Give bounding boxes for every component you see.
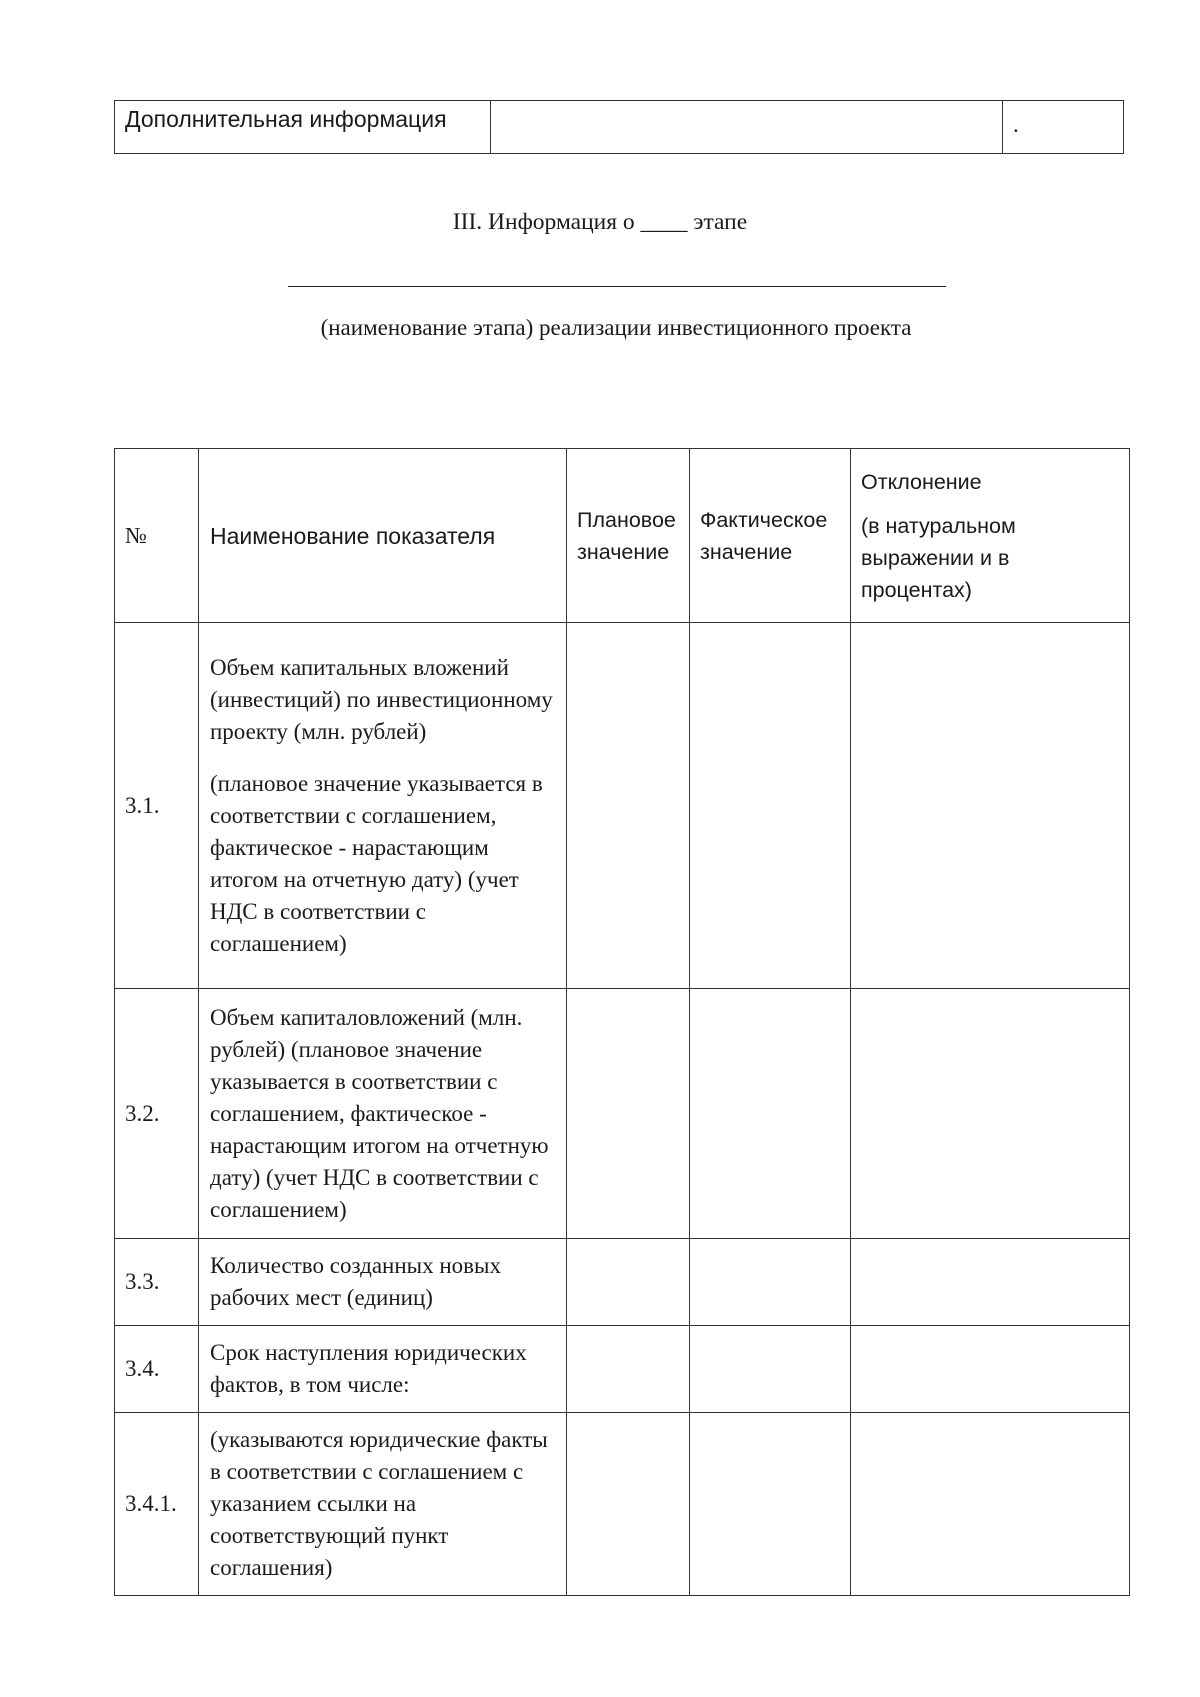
header-number-cell [115, 449, 199, 623]
additional-info-row [115, 101, 1124, 154]
header-fact: Фактическое значение [700, 507, 828, 564]
additional-info-note-cell[interactable] [1003, 101, 1124, 154]
table-row [115, 1413, 1130, 1596]
row-name-cell [199, 989, 567, 1239]
row-name-cell [199, 1413, 567, 1596]
header-plan: Плановое значение [577, 507, 676, 564]
row-deviation-cell[interactable] [851, 1239, 1130, 1326]
row-name-note: (плановое значение указывается в соответствии с соглашением, фактическое - нарастающим итогом на отчетную дату) (учет НДС в соответствии с соглашением) [210, 770, 543, 956]
additional-info-label: Дополнительная информация [125, 106, 447, 132]
header-name: Наименование показателя [210, 522, 496, 549]
row-number: 3.1. [125, 792, 160, 818]
section-title: III. Информация о ____ этапе [452, 209, 748, 235]
row-deviation-cell[interactable] [851, 1413, 1130, 1596]
row-name-cell [199, 623, 567, 989]
row-name: (указываются юридические факты в соответствии с соглашением с указанием ссылки на соответствующий пункт соглашения) [210, 1427, 548, 1580]
row-number: 3.2. [125, 1100, 160, 1126]
row-number-cell [115, 989, 199, 1239]
row-fact-cell[interactable] [690, 623, 851, 989]
row-number-cell [115, 1413, 199, 1596]
header-plan-cell [567, 449, 690, 623]
header-number: № [125, 522, 147, 548]
stage-name-fill-line [288, 286, 946, 287]
table-row [115, 1239, 1130, 1326]
row-plan-cell[interactable] [567, 1239, 690, 1326]
header-name-cell [199, 449, 567, 623]
row-name-cell [199, 1239, 567, 1326]
row-fact-cell[interactable] [690, 989, 851, 1239]
row-fact-cell[interactable] [690, 1239, 851, 1326]
table-row [115, 1326, 1130, 1413]
additional-info-note: . [1013, 112, 1019, 137]
row-name-cell [199, 1326, 567, 1413]
row-fact-cell[interactable] [690, 1413, 851, 1596]
header-fact-cell [690, 449, 851, 623]
header-deviation-cell [851, 449, 1130, 623]
stage-name-caption: (наименование этапа) реализации инвестиционного проекта [320, 315, 912, 340]
row-fact-cell[interactable] [690, 1326, 851, 1413]
row-deviation-cell[interactable] [851, 623, 1130, 989]
row-plan-cell[interactable] [567, 989, 690, 1239]
stage-indicators-table [114, 448, 1130, 1596]
row-plan-cell[interactable] [567, 1413, 690, 1596]
row-name: Объем капиталовложений (млн. рублей) (плановое значение указывается в соответствии с соглашением, фактическое - нарастающим итогом на отчетную дату) (учет НДС в соответствии с соглашением) [210, 1004, 549, 1222]
row-number: 3.4. [125, 1356, 160, 1381]
header-deviation-note: (в натуральном выражении и в процентах) [861, 513, 1016, 602]
table-header-row [115, 449, 1130, 623]
row-name: Объем капитальных вложений (инвестиций) по инвестиционному проекту (млн. рублей) [210, 654, 553, 744]
row-number-cell [115, 623, 199, 989]
additional-info-value-cell[interactable] [491, 101, 1003, 154]
row-plan-cell[interactable] [567, 1326, 690, 1413]
table-row [115, 623, 1130, 989]
table-row [115, 989, 1130, 1239]
row-name: Срок наступления юридических фактов, в том числе: [210, 1340, 527, 1397]
row-number-cell [115, 1239, 199, 1326]
additional-info-table [114, 100, 1124, 154]
row-plan-cell[interactable] [567, 623, 690, 989]
row-deviation-cell[interactable] [851, 1326, 1130, 1413]
additional-info-label-cell [115, 101, 491, 154]
row-number-cell [115, 1326, 199, 1413]
row-number: 3.3. [125, 1269, 160, 1294]
additional-info-value [491, 101, 1002, 105]
row-name: Количество созданных новых рабочих мест (единиц) [210, 1253, 501, 1310]
row-deviation-cell[interactable] [851, 989, 1130, 1239]
row-number: 3.4.1. [125, 1491, 177, 1516]
header-deviation: Отклонение [861, 469, 982, 494]
